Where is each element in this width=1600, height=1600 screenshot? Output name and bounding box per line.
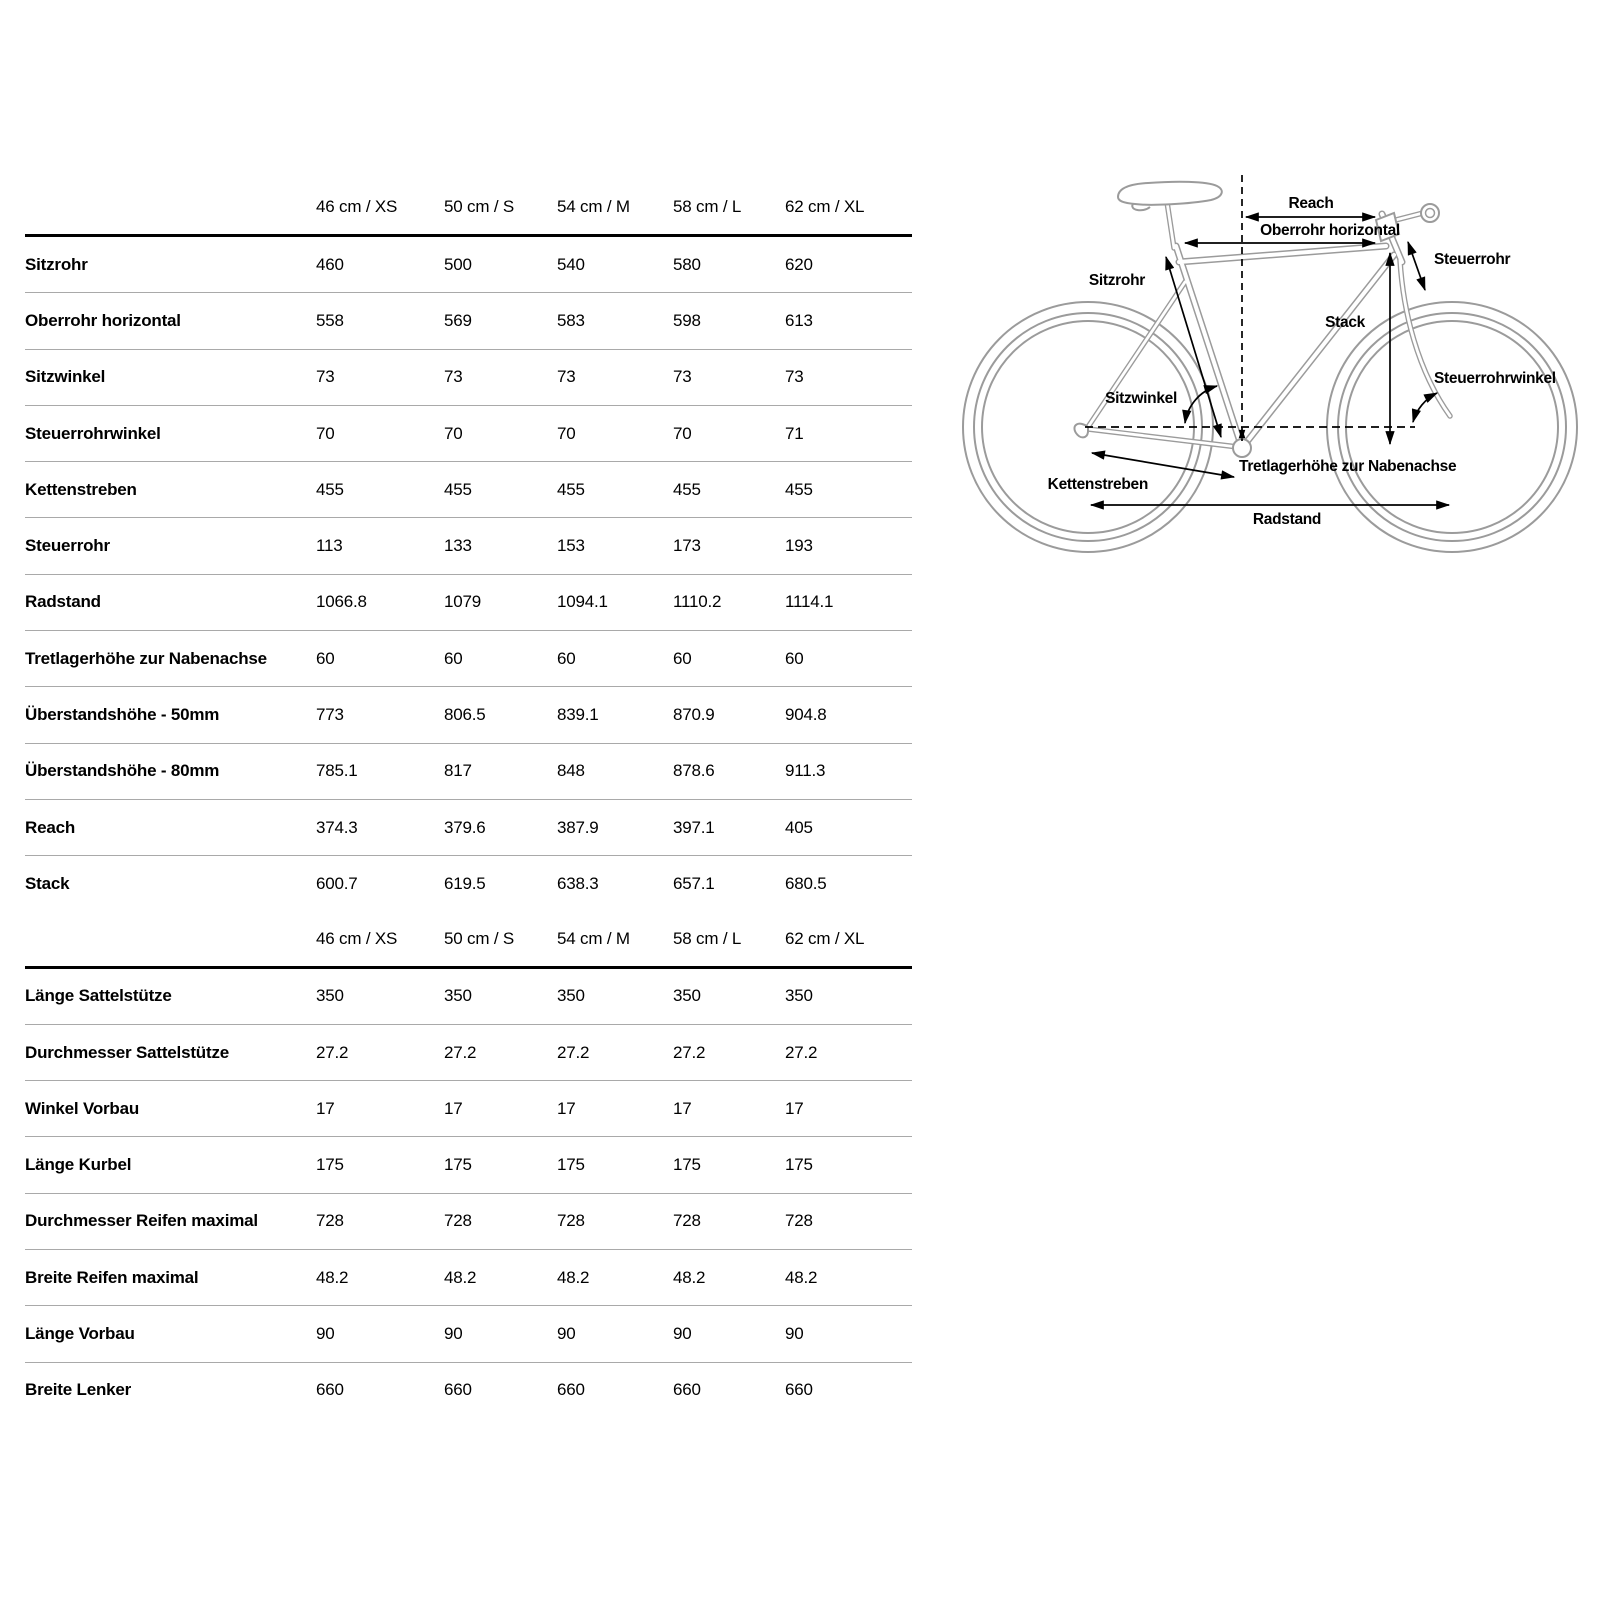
spec-value: 785.1 (316, 761, 358, 781)
spec-row (25, 1249, 912, 1305)
spec-row-label: Reach (25, 817, 76, 837)
spec-value: 455 (557, 479, 585, 499)
oberrohr-horizontal-label: Oberrohr horizontal (1260, 222, 1400, 239)
spec-value: 70 (444, 423, 463, 443)
spec-value: 379.6 (444, 817, 486, 837)
spec-row-label: Breite Lenker (25, 1380, 132, 1400)
spec-value: 113 (316, 536, 343, 556)
spec-value: 728 (557, 1211, 585, 1231)
spec-value: 90 (316, 1323, 335, 1343)
spec-row (25, 1305, 912, 1361)
spec-row (25, 1193, 912, 1249)
spec-value: 613 (785, 310, 813, 330)
spec-value: 350 (673, 986, 701, 1006)
spec-value: 17 (316, 1098, 335, 1118)
spec-value: 374.3 (316, 817, 358, 837)
spec-row-label: Durchmesser Reifen maximal (25, 1211, 258, 1231)
size-header: 50 cm / S (444, 197, 515, 216)
spec-value: 350 (557, 986, 585, 1006)
spec-value: 773 (316, 705, 344, 725)
spec-value: 17 (673, 1098, 692, 1118)
sitzrohr-label: Sitzrohr (1088, 272, 1145, 289)
spec-value: 904.8 (785, 705, 827, 725)
spec-value: 27.2 (673, 1042, 706, 1062)
spec-value: 638.3 (557, 873, 599, 893)
diagram-labels (1048, 195, 1556, 528)
size-header-row (25, 180, 912, 237)
spec-value: 657.1 (673, 873, 715, 893)
bike-geometry-diagram (945, 150, 1590, 560)
spec-row (25, 1024, 912, 1080)
spec-value: 1094.1 (557, 592, 608, 612)
spec-row (25, 292, 912, 348)
spec-row-label: Breite Reifen maximal (25, 1267, 199, 1287)
spec-value: 73 (557, 367, 576, 387)
spec-value: 728 (444, 1211, 472, 1231)
spec-value: 153 (557, 536, 585, 556)
spec-value: 817 (444, 761, 472, 781)
spec-row-label: Länge Vorbau (25, 1323, 135, 1343)
spec-value: 193 (785, 536, 813, 556)
saddle (1118, 182, 1222, 205)
steuerrohr-arrow (1408, 242, 1425, 290)
spec-value: 1079 (444, 592, 482, 612)
spec-value: 90 (557, 1323, 576, 1343)
spec-value: 540 (557, 254, 585, 274)
size-header: 54 cm / M (557, 197, 630, 216)
spec-value: 17 (444, 1098, 463, 1118)
spec-value: 175 (444, 1155, 472, 1175)
size-header: 58 cm / L (673, 928, 742, 948)
stack-label: Stack (1325, 314, 1365, 331)
spec-value: 71 (785, 423, 804, 443)
spec-value: 27.2 (785, 1042, 818, 1062)
reach-label: Reach (1288, 195, 1334, 212)
spec-row (25, 743, 912, 799)
spec-row-label: Sitzwinkel (25, 367, 106, 387)
spec-value: 660 (673, 1380, 701, 1400)
spec-value: 48.2 (444, 1267, 477, 1287)
size-header-row (25, 912, 912, 969)
spec-value: 175 (785, 1155, 813, 1175)
spec-value: 1114.1 (785, 592, 834, 612)
spec-value: 17 (785, 1098, 804, 1118)
spec-value: 619.5 (444, 873, 486, 893)
spec-row (25, 237, 912, 292)
spec-value: 90 (785, 1323, 804, 1343)
spec-value: 133 (444, 536, 472, 556)
spec-value: 48.2 (316, 1267, 349, 1287)
spec-row (25, 1136, 912, 1192)
spec-value: 27.2 (444, 1042, 477, 1062)
spec-value: 70 (557, 423, 576, 443)
spec-row (25, 461, 912, 517)
spec-value: 73 (444, 367, 463, 387)
spec-value: 397.1 (673, 817, 715, 837)
size-header: 62 cm / XL (785, 928, 865, 948)
spec-value: 848 (557, 761, 585, 781)
size-header: 46 cm / XS (316, 928, 398, 948)
spec-value: 460 (316, 254, 344, 274)
spec-value: 73 (316, 367, 335, 387)
spec-row (25, 630, 912, 686)
bike-diagram-container (945, 150, 1590, 560)
spec-row (25, 1080, 912, 1136)
spec-value: 500 (444, 254, 472, 274)
steuerrohrwinkel-arc (1413, 393, 1437, 422)
spec-value: 17 (557, 1098, 576, 1118)
spec-row-label: Durchmesser Sattelstütze (25, 1042, 229, 1062)
spec-row-label: Steuerrohr (25, 536, 110, 556)
spec-row (25, 1362, 912, 1418)
spec-value: 48.2 (785, 1267, 818, 1287)
spec-row-label: Überstandshöhe - 80mm (25, 761, 220, 781)
spec-value: 455 (673, 479, 701, 499)
radstand-label: Radstand (1252, 511, 1322, 528)
spec-row (25, 686, 912, 742)
spec-value: 911.3 (785, 761, 826, 781)
spec-value: 569 (444, 310, 472, 330)
spec-row (25, 799, 912, 855)
spec-value: 60 (557, 648, 576, 668)
spec-value: 558 (316, 310, 344, 330)
spec-value: 660 (316, 1380, 344, 1400)
spec-row (25, 969, 912, 1024)
size-header: 62 cm / XL (785, 197, 865, 216)
spec-value: 878.6 (673, 761, 715, 781)
rear-dropout (1074, 424, 1088, 438)
size-header: 46 cm / XS (316, 197, 398, 216)
spec-value: 60 (785, 648, 804, 668)
spec-row-label: Oberrohr horizontal (25, 310, 181, 330)
spec-value: 60 (316, 648, 335, 668)
spec-value: 583 (557, 310, 585, 330)
spec-row-label: Länge Sattelstütze (25, 986, 172, 1006)
spec-row (25, 405, 912, 461)
spec-value: 70 (316, 423, 335, 443)
spec-value: 455 (785, 479, 813, 499)
spec-value: 405 (785, 817, 813, 837)
sitzwinkel-label: Sitzwinkel (1105, 390, 1177, 407)
spec-value: 350 (444, 986, 472, 1006)
tretlagerhoehe-label: Tretlagerhöhe zur Nabenachse (1239, 458, 1457, 475)
kettenstreben-arrow (1092, 453, 1234, 477)
spec-value: 173 (673, 536, 701, 556)
spec-value: 728 (316, 1211, 344, 1231)
spec-value: 620 (785, 254, 813, 274)
spec-row-label: Winkel Vorbau (25, 1098, 140, 1118)
spec-row-label: Tretlagerhöhe zur Nabenachse (25, 648, 267, 668)
spec-value: 73 (785, 367, 804, 387)
spec-value: 839.1 (557, 705, 599, 725)
spec-value: 660 (444, 1380, 472, 1400)
steuerrohrwinkel-label: Steuerrohrwinkel (1434, 370, 1556, 387)
spec-row-label: Länge Kurbel (25, 1155, 132, 1175)
spec-row-label: Überstandshöhe - 50mm (25, 705, 220, 725)
size-header: 50 cm / S (444, 928, 515, 948)
spec-value: 870.9 (673, 705, 715, 725)
spec-value: 680.5 (785, 873, 827, 893)
spec-value: 728 (673, 1211, 701, 1231)
spec-value: 27.2 (557, 1042, 590, 1062)
spec-row (25, 517, 912, 573)
spec-value: 598 (673, 310, 701, 330)
spec-row (25, 349, 912, 405)
spec-value: 48.2 (673, 1267, 706, 1287)
spec-value: 660 (785, 1380, 813, 1400)
spec-value: 350 (785, 986, 813, 1006)
spec-value: 660 (557, 1380, 585, 1400)
spec-value: 60 (444, 648, 463, 668)
steuerrohr-label: Steuerrohr (1434, 251, 1511, 268)
kettenstreben-label: Kettenstreben (1047, 476, 1148, 493)
spec-row-label: Steuerrohrwinkel (25, 423, 161, 443)
spec-value: 1066.8 (316, 592, 367, 612)
geometry-table (25, 180, 912, 912)
size-header: 54 cm / M (557, 928, 630, 948)
spec-value: 580 (673, 254, 701, 274)
spec-value: 600.7 (316, 873, 358, 893)
spec-value: 350 (316, 986, 344, 1006)
spec-value: 728 (785, 1211, 813, 1231)
size-header: 58 cm / L (673, 197, 742, 216)
spec-value: 73 (673, 367, 692, 387)
spec-value: 175 (673, 1155, 701, 1175)
spec-value: 90 (444, 1323, 463, 1343)
spec-value: 455 (444, 479, 472, 499)
spec-value: 175 (557, 1155, 585, 1175)
spec-row-label: Radstand (25, 592, 101, 612)
handlebar-icon (1421, 204, 1439, 222)
geometry-tables (25, 180, 912, 1418)
spec-row (25, 855, 912, 911)
spec-value: 175 (316, 1155, 344, 1175)
bottom-bracket (1233, 439, 1251, 457)
spec-value: 90 (673, 1323, 692, 1343)
spec-value: 1110.2 (673, 592, 722, 612)
spec-value: 70 (673, 423, 692, 443)
spec-value: 387.9 (557, 817, 599, 837)
spec-row-label: Sitzrohr (25, 254, 88, 274)
spec-row-label: Stack (25, 873, 70, 893)
spec-row (25, 574, 912, 630)
spec-value: 455 (316, 479, 344, 499)
spec-value: 27.2 (316, 1042, 349, 1062)
spec-value: 806.5 (444, 705, 486, 725)
spec-value: 48.2 (557, 1267, 590, 1287)
components-table (25, 912, 912, 1418)
spec-row-label: Kettenstreben (25, 479, 137, 499)
spec-value: 60 (673, 648, 692, 668)
